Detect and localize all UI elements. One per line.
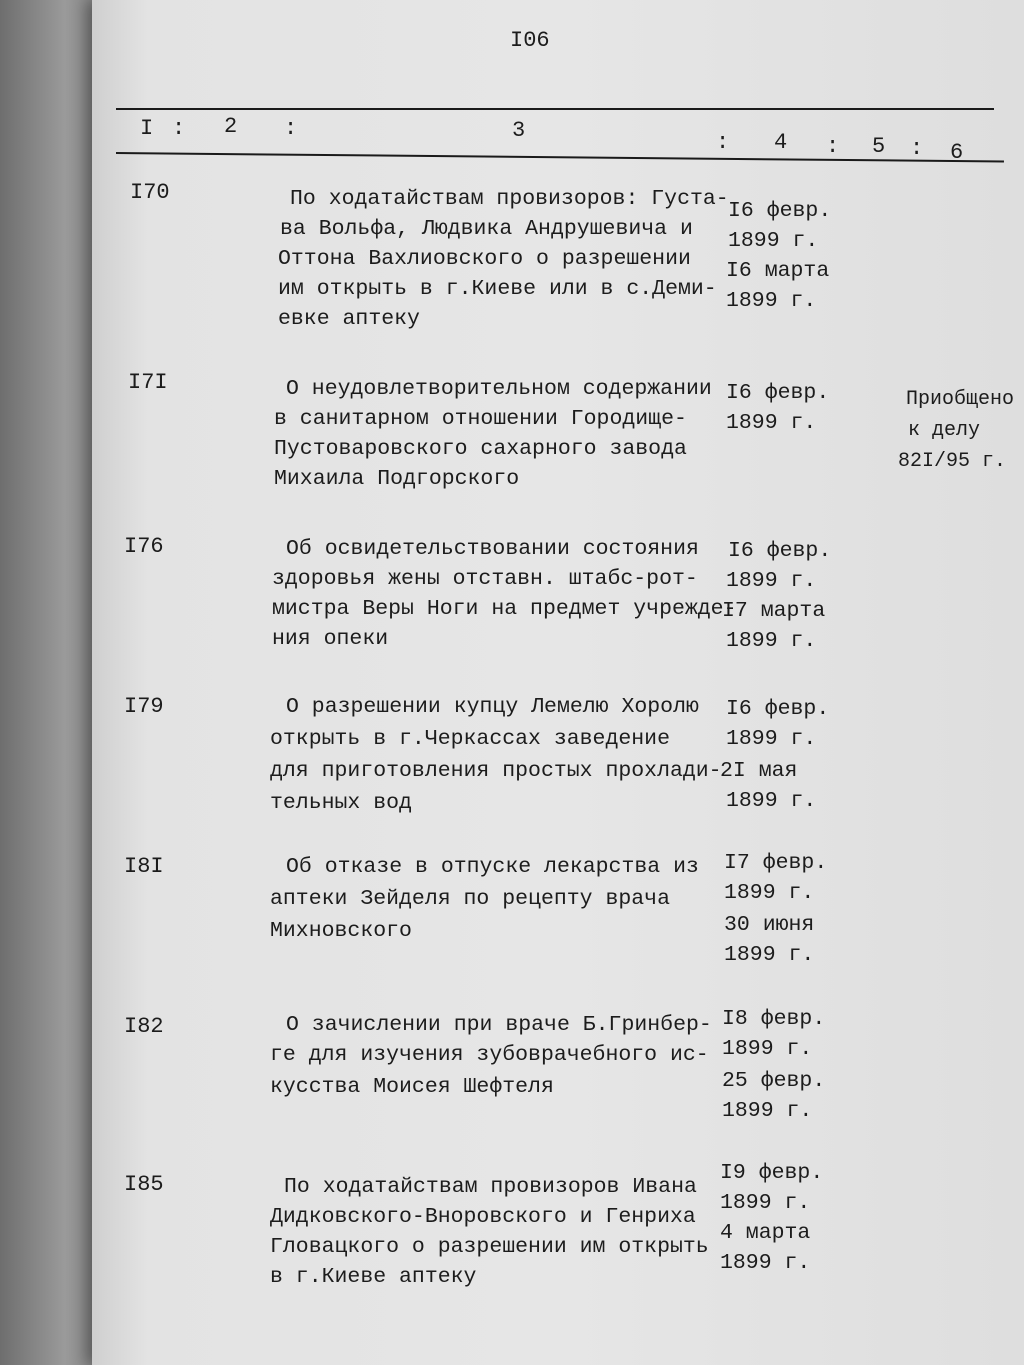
case-description-line: мистра Веры Ноги на предмет учрежде- — [272, 597, 737, 621]
case-date: I7 февр. — [724, 851, 828, 875]
case-date: 1899 г. — [726, 289, 817, 313]
header-sep: : — [826, 134, 840, 159]
case-description-line: евке аптеку — [278, 307, 420, 331]
case-description-line: тельных вод — [270, 791, 412, 815]
case-date: 1899 г. — [722, 1037, 813, 1061]
case-note-line: 82I/95 г. — [898, 450, 1007, 473]
case-description-line: Гловацкого о разрешении им открыть — [270, 1235, 709, 1259]
case-date: 1899 г. — [724, 881, 815, 905]
left-page-edge — [0, 0, 92, 1365]
case-date: 4 марта — [720, 1221, 811, 1245]
case-description-line: аптеки Зейделя по рецепту врача — [270, 887, 670, 911]
case-date: I9 февр. — [720, 1161, 824, 1185]
case-date: 2I мая — [720, 759, 798, 783]
case-description-line: По ходатайствам провизоров Ивана — [284, 1175, 697, 1199]
case-number: I85 — [124, 1172, 164, 1197]
case-description-line: О разрешении купцу Лемелю Хоролю — [286, 695, 699, 719]
case-description-line: для приготовления простых прохлади- — [270, 759, 722, 783]
case-description-line: ва Вольфа, Людвика Андрушевича и — [280, 217, 693, 241]
header-col-1: I — [140, 116, 154, 141]
case-number: I82 — [124, 1014, 164, 1039]
header-col-4: 4 — [774, 130, 788, 155]
case-date: I7 марта — [722, 599, 826, 623]
header-col-2: 2 — [224, 114, 238, 139]
header-sep: : — [284, 116, 298, 141]
case-description-line: им открыть в г.Киеве или в с.Деми- — [278, 277, 717, 301]
case-date: 25 февр. — [722, 1069, 826, 1093]
case-description-line: По ходатайствам провизоров: Густа- — [290, 187, 729, 211]
case-description-line: открыть в г.Черкассах заведение — [270, 727, 670, 751]
case-description-line: Дидковского-Вноровского и Генриха — [270, 1205, 696, 1229]
case-description-line: О зачислении при враче Б.Гринбер- — [286, 1013, 712, 1037]
case-date: 1899 г. — [726, 789, 817, 813]
case-date: I6 марта — [726, 259, 830, 283]
case-number: I7I — [128, 370, 168, 395]
case-description-line: Об освидетельствовании состояния — [286, 537, 699, 561]
case-date: I8 февр. — [722, 1007, 826, 1031]
case-date: 1899 г. — [724, 943, 815, 967]
case-date: 1899 г. — [726, 569, 817, 593]
case-description-line: Об отказе в отпуске лекарства из — [286, 855, 699, 879]
case-date: I6 февр. — [728, 199, 832, 223]
case-description-line: в г.Киеве аптеку — [270, 1265, 477, 1289]
case-date: I6 февр. — [726, 381, 830, 405]
case-description-line: ге для изучения зубоврачебного ис- — [270, 1043, 709, 1067]
case-date: 1899 г. — [726, 411, 817, 435]
case-date: 30 июня — [724, 913, 815, 937]
case-number: I8I — [124, 854, 164, 879]
case-note-line: Приобщено — [906, 388, 1015, 411]
case-description-line: Михаила Подгорского — [274, 467, 520, 491]
header-col-6: 6 — [950, 140, 964, 165]
case-date: 1899 г. — [722, 1099, 813, 1123]
case-date: 1899 г. — [726, 727, 817, 751]
case-date: 1899 г. — [728, 229, 819, 253]
case-description-line: Оттона Вахлиовского о разрешении — [278, 247, 691, 271]
case-date: 1899 г. — [720, 1251, 811, 1275]
case-date: I6 февр. — [726, 697, 830, 721]
case-description-line: О неудовлетворительном содержании — [286, 377, 712, 401]
header-col-3: 3 — [512, 118, 526, 143]
header-sep: : — [172, 116, 186, 141]
case-number: I76 — [124, 534, 164, 559]
header-sep: : — [716, 130, 730, 155]
header-col-5: 5 — [872, 134, 886, 159]
header-sep: : — [910, 136, 924, 161]
case-description-line: Пустоваровского сахарного завода — [274, 437, 687, 461]
case-description-line: в санитарном отношении Городище- — [274, 407, 687, 431]
case-description-line: здоровья жены отставн. штабс-рот- — [272, 567, 698, 591]
header-top-rule — [116, 108, 994, 110]
case-date: 1899 г. — [726, 629, 817, 653]
case-note-line: к делу — [908, 419, 981, 442]
case-description-line: Михновского — [270, 919, 412, 943]
case-description-line: кусства Моисея Шефтеля — [270, 1075, 554, 1099]
page-number: I06 — [510, 28, 550, 53]
case-description-line: ния опеки — [272, 627, 389, 651]
case-number: I79 — [124, 694, 164, 719]
case-number: I70 — [130, 180, 170, 205]
case-date: I6 февр. — [728, 539, 832, 563]
case-date: 1899 г. — [720, 1191, 811, 1215]
